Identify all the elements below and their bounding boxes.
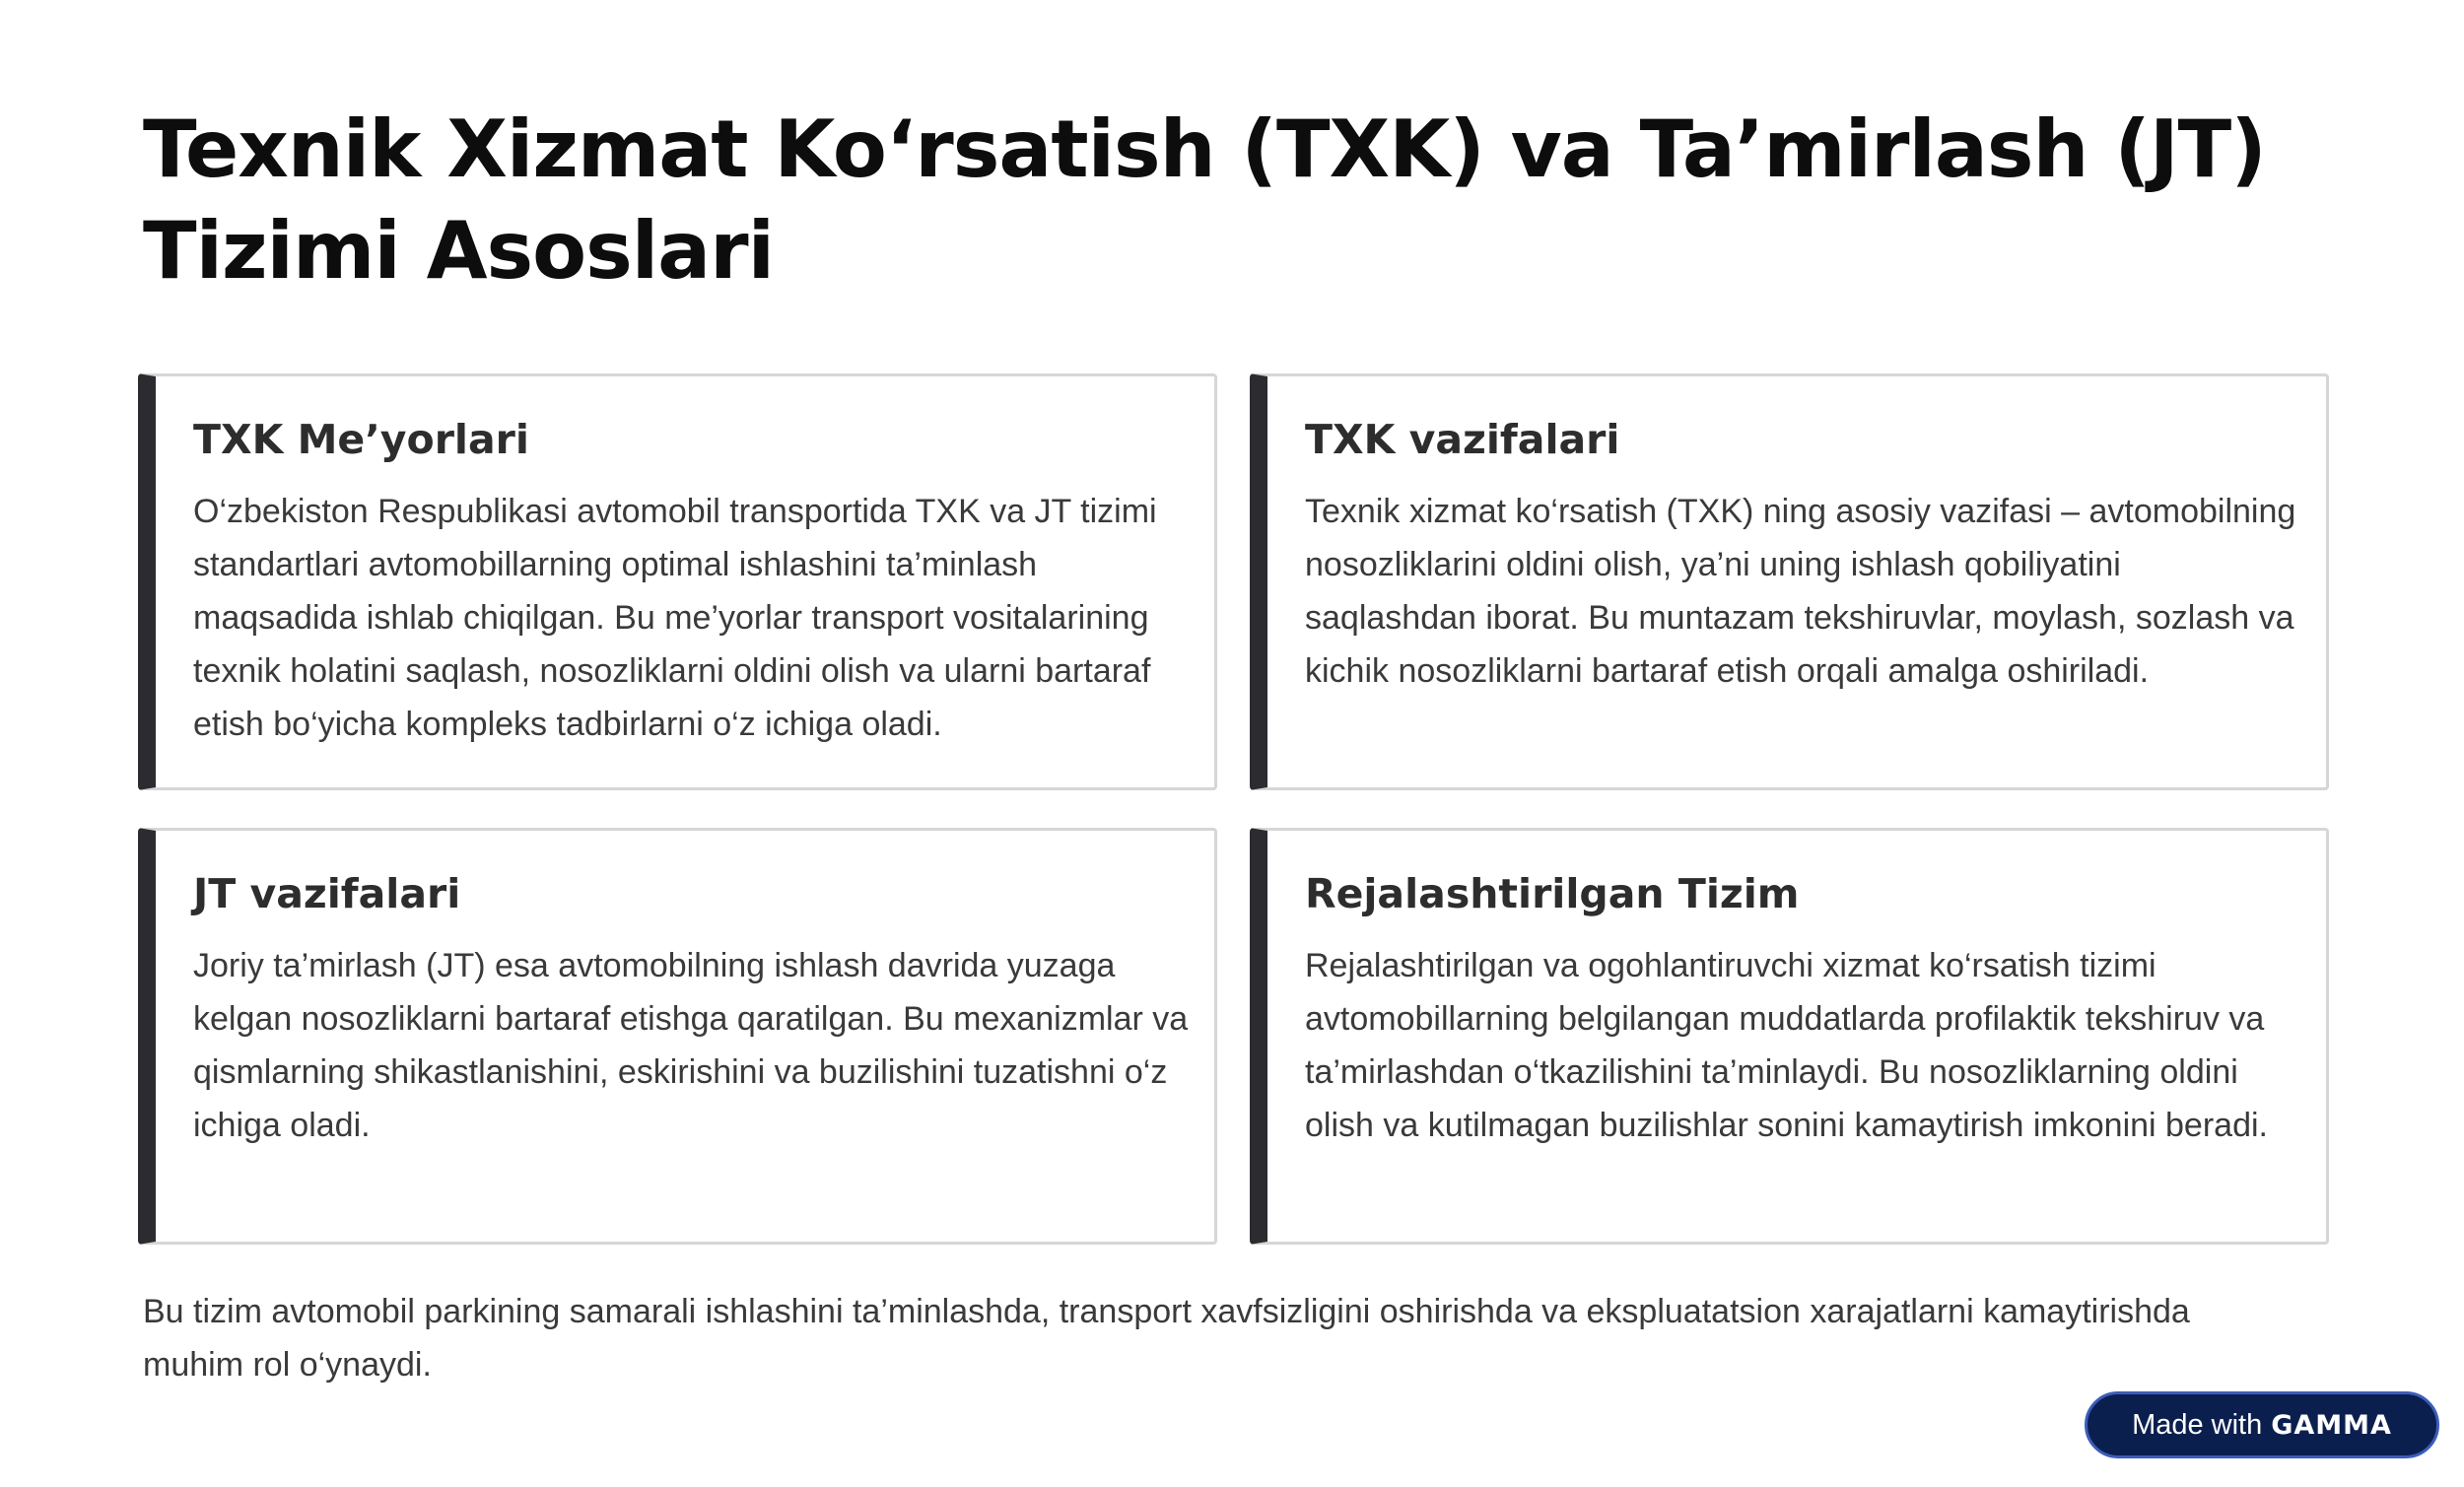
card-title: Rejalashtirilgan Tizim bbox=[1305, 870, 1800, 917]
summary-text: Bu tizim avtomobil parkining samarali ishlashini ta’minlashda, transport xavfsizligini oshirishda va ekspluatatsion xarajatlarni kamaytirishda muhim rol o‘ynaydi. bbox=[143, 1293, 2190, 1384]
made-with-gamma-badge[interactable] bbox=[2085, 1391, 2439, 1458]
card-title: TXK Me’yorlari bbox=[193, 416, 529, 463]
card-text: O‘zbekiston Respublikasi avtomobil transportida TXK va JT tizimi standartlari avtomobillarning optimal ishlashini ta’minlash maqsadida ishlab chiqilgan. Bu me’yorlar transport vositalarining texnik holatini saqlash, nosozliklarni oldini olish va ularni bartaraf etish bo‘yicha kompleks tadbirlarni o‘z ichiga oladi. bbox=[193, 493, 1157, 743]
card-jt-tasks bbox=[138, 828, 1217, 1245]
card-text: Rejalashtirilgan va ogohlantiruvchi xizmat ko‘rsatish tizimi avtomobillarning belgilangan muddatlarda profilaktik tekshiruv va ta’mirlashdan o‘tkazilishini ta’minlaydi. Bu nosozliklarning oldini olish va kutilmagan buzilishlar sonini kamaytirish imkonini beradi. bbox=[1305, 947, 2268, 1144]
card-planned-system bbox=[1250, 828, 2329, 1245]
page-title: Texnik Xizmat Ko‘rsatish (TXK) va Ta’mirlash (JT) Tizimi Asoslari bbox=[143, 103, 2266, 297]
card-title: TXK vazifalari bbox=[1305, 416, 1620, 463]
card-txk-tasks bbox=[1250, 373, 2329, 790]
gamma-logo: GAMMA bbox=[2271, 1409, 2392, 1441]
card-txk-standards bbox=[138, 373, 1217, 790]
card-title: JT vazifalari bbox=[193, 870, 461, 917]
card-text: Texnik xizmat ko‘rsatish (TXK) ning asosiy vazifasi – avtomobilning nosozliklarini oldini olish, ya’ni uning ishlash qobiliyatini saqlashdan iborat. Bu muntazam tekshiruvlar, moylash, sozlash va kichik nosozliklarni bartaraf etish orqali amalga oshiriladi. bbox=[1305, 493, 2296, 690]
badge-prefix: Made with bbox=[2132, 1408, 2263, 1441]
card-text: Joriy ta’mirlash (JT) esa avtomobilning ishlash davrida yuzaga kelgan nosozliklarni bartaraf etishga qaratilgan. Bu mexanizmlar va qismlarning shikastlanishini, eskirishini va buzilishini tuzatishni o‘z ichiga oladi. bbox=[193, 947, 1189, 1144]
